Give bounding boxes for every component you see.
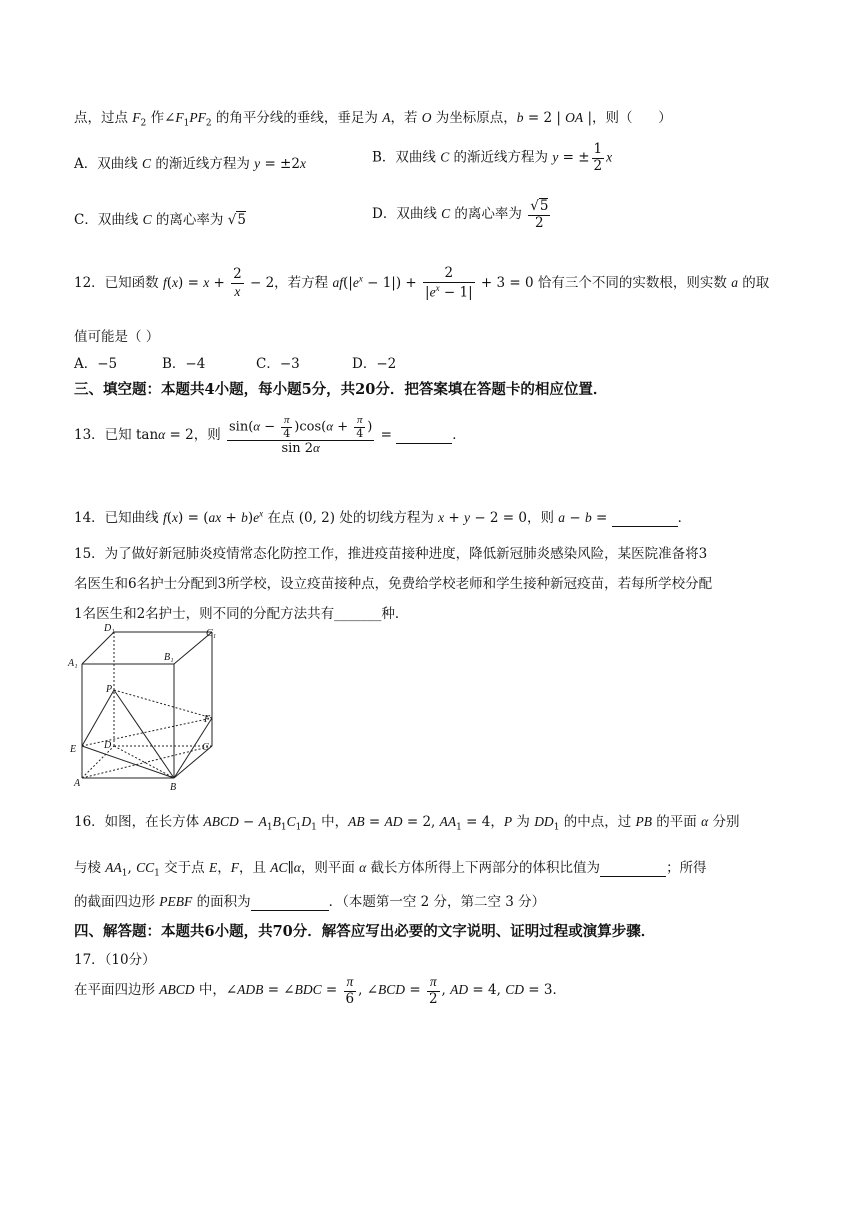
q12-option-a: A．−5: [74, 356, 118, 372]
label-f: F: [204, 714, 211, 725]
label-a1: A₁: [68, 658, 78, 669]
section-4-heading: 四、解答题：本题共6小题，共70分．解答应写出必要的文字说明、证明过程或演算步骤．: [74, 923, 656, 940]
label-e: E: [70, 744, 77, 755]
q17-stem: 在平面四边形 ABCD 中，∠ADB = ∠BDC = $\frac{\pi}{6}$ , ∠BCD = $\frac{\pi}{2}$ , AD = 4, CD = 3．: [74, 974, 566, 1007]
q12-option-d: D．−2: [352, 356, 397, 372]
q15-line1: 15．为了做好新冠肺炎疫情常态化防控工作，推进疫苗接种进度，降低新冠肺炎感染风险，某医院准备将3: [74, 546, 708, 562]
label-a: A: [74, 778, 81, 789]
q12-option-c: C．−3: [256, 356, 300, 372]
section-3-heading: 三、填空题：本题共4小题，每小题5分，共20分．把答案填在答题卡的相应位置．: [74, 381, 608, 398]
q11-option-a: A．双曲线 C 的渐近线方程为 y = ±2x: [74, 156, 306, 172]
q14: 14．已知曲线 $f(x) = (ax + b)e^x$ 在点 (0, 2) 处的切线方程为 x + y − 2 = 0，则 a − b = ．: [74, 508, 692, 526]
label-d1: D₁: [104, 623, 115, 634]
label-c1: C₁: [206, 628, 217, 639]
q16-line3: 的截面四边形 PEBF 的面积为 ．（本题第一空 2 分，第二空 3 分）: [74, 894, 546, 910]
cuboid-figure: [64, 622, 224, 794]
label-b1: B₁: [164, 652, 174, 663]
q11-stem-tail: 点，过点 $F_2$ 作$\angle F_1PF_2$ 的角平分线的垂线，垂足为 A，若 O 为坐标原点，b = 2 | OA |，则（ ）: [74, 110, 672, 129]
q11-option-c: C．双曲线 C 的离心率为 √5: [74, 212, 246, 228]
label-c: C: [202, 742, 209, 753]
q16-line2: 与棱 $AA_1$, $CC_1$ 交于点 E，F，且 AC∥α，则平面 α 截长方体所得上下两部分的体积比值为 ；所得: [74, 860, 707, 879]
q12-option-b: B．−4: [162, 356, 206, 372]
q16-line1: 16．如图，在长方体 ABCD − $A_1B_1C_1D_1$ 中，AB = AD = 2, $AA_1 = 4$，P 为 $DD_1$ 的中点，过 PB 的平面 α 分别: [74, 814, 740, 833]
q13: 13．已知 tanα = 2，则 sin(α − $\frac{\pi}{4}$ )cos(α + $\frac{\pi}{4}$ ) sin 2α = ．: [74, 414, 466, 457]
label-p: P: [106, 684, 113, 695]
label-d: D: [104, 740, 112, 751]
q15-line2: 名医生和6名护士分配到3所学校，设立疫苗接种点，免费给学校老师和学生接种新冠疫苗，若每所学校分配: [74, 576, 713, 592]
q15-line3: 1名医生和2名护士，则不同的分配方法共有_______种．: [74, 606, 409, 622]
q11-option-d: D．双曲线 C 的离心率为 $\frac{√5}{2}$: [372, 198, 549, 231]
label-b: B: [170, 782, 177, 793]
q12-stem-line1: 12．已知函数 f(x) = x + $\frac{2}{x}$ − 2，若方程 $af(|e^x - 1|)$ + $\frac{2}{|e^x - 1|}$ + 3 = 0 恰有三个不同的实数根，则实数 a 的取: [74, 265, 770, 301]
q11-option-b: B．双曲线 C 的渐近线方程为 y = ± $\frac{1}{2}$ x: [372, 141, 613, 174]
q12-stem-line2: 值可能是（ ）: [74, 329, 160, 345]
q17-header: 17．（10分）: [74, 952, 156, 968]
